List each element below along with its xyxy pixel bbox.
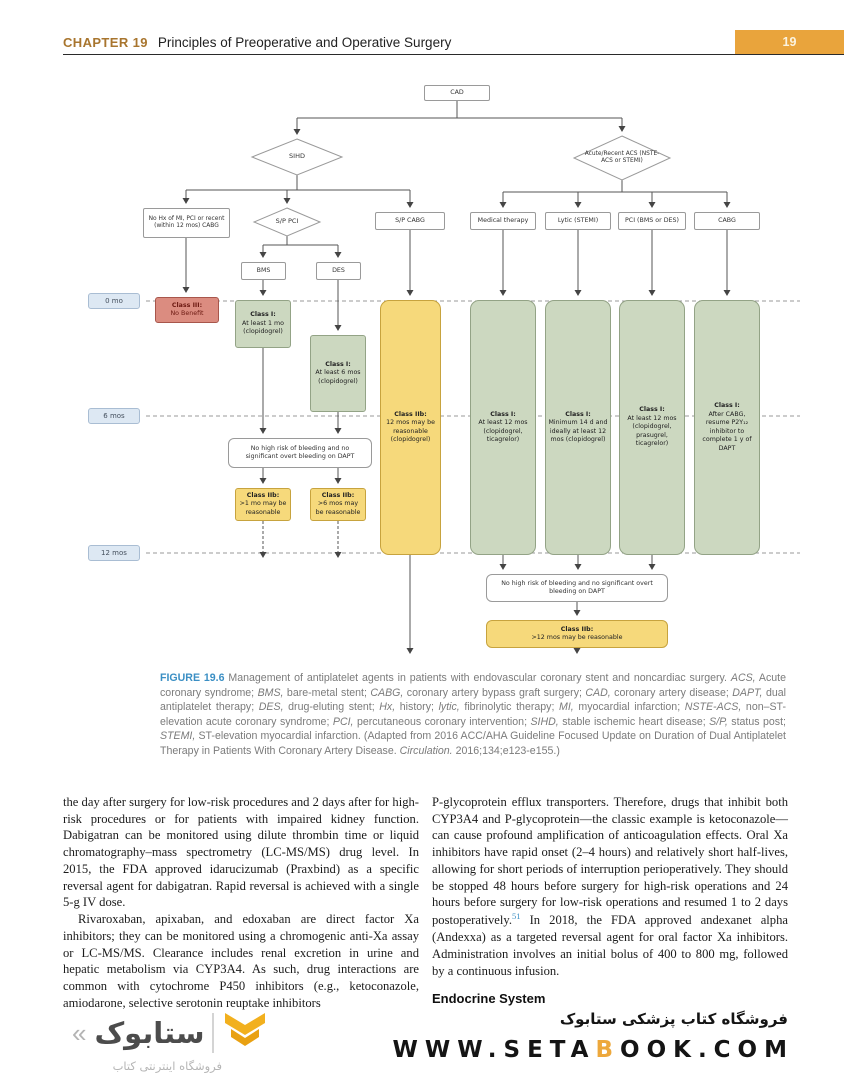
caption-segment: bare-metal stent; (283, 686, 371, 699)
class-box-title: Class I: (639, 406, 665, 414)
website-url-part: WWW.SETA (392, 1037, 596, 1063)
caption-segment: myocardial infarction; (573, 701, 685, 713)
class-box-i-1mo (235, 300, 291, 348)
caption-segment: 2016;134;e123-e155.) (452, 744, 560, 757)
caption-segment: fibrinolytic therapy; (459, 701, 560, 713)
condition-box-no-bleed-1: No high risk of bleeding and no significant overt bleeding on DAPT (228, 438, 372, 468)
caption-segment: CABG, (370, 686, 404, 699)
class-box-title: Class I: (490, 410, 516, 418)
class-box-title: Class IIb: (560, 625, 594, 633)
paragraph (432, 794, 788, 979)
chapter-label: CHAPTER 19 (63, 34, 148, 50)
timeline-12mos: 12 mos (88, 545, 140, 561)
setabook-chevron-icon (222, 1013, 268, 1053)
caption-segment: dual antiplatelet therapy; (160, 686, 786, 713)
footer-persian-title: فروشگاه کتاب پزشکی ستابوک (559, 1010, 788, 1028)
class-box-body: At least 12 mos (clopidogrel, ticagrelor) (478, 419, 528, 443)
caption-segment: percutaneous coronary intervention; (353, 715, 531, 728)
class-box-title: Class I: (250, 311, 276, 319)
class-box-title: Class I: (565, 410, 591, 418)
caption-segment: CAD, (585, 686, 611, 699)
caption-segment: SIHD, (530, 715, 559, 728)
node-pci-bms-des: PCI (BMS or DES) (618, 212, 686, 230)
caption-segment: history; (395, 701, 439, 713)
caption-segment: STEMI, (160, 730, 196, 742)
timeline-6mos: 6 mos (88, 408, 140, 424)
node-cad: CAD (424, 85, 490, 101)
website-url-part: OOK.COM (620, 1037, 794, 1063)
class-box-i-12mos-ticagrelor (470, 300, 536, 555)
caption-segment: drug-eluting stent; (283, 701, 380, 713)
class-box-iib-gt1mo (235, 488, 291, 521)
class-box-i-6mos (310, 335, 366, 412)
class-box-body: >12 mos may be reasonable (531, 634, 623, 641)
logo-quote-mark: « (72, 1018, 87, 1048)
caption-segment: ST-elevation myocardial infarction. (Adapted from 2016 ACC/AHA Guideline Focused Update on Duration of Dual Antiplatelet Therapy in Patients With Coronary Artery Disease. (160, 730, 786, 757)
caption-segment: coronary artery disease; (610, 686, 733, 699)
caption-segment: Circulation. (399, 744, 453, 757)
left-column (63, 794, 419, 1012)
caption-segment: PCI, (332, 715, 354, 728)
timeline-0mo: 0 mo (88, 293, 140, 309)
caption-segment: MI, (559, 701, 574, 713)
figure-caption-label: FIGURE 19.6 (160, 672, 225, 684)
setabook-logo (72, 1013, 268, 1073)
class-box-body: >6 mos may be reasonable (315, 500, 361, 516)
logo-divider (212, 1013, 214, 1053)
class-box-iib-12mos (380, 300, 441, 555)
class-box-title: Class IIb: (394, 410, 427, 418)
class-box-body: Minimum 14 d and ideally at least 12 mos (clopidogrel) (548, 419, 608, 443)
class-box-i-after-cabg (694, 300, 760, 555)
logo-subtitle: فروشگاه اینترنتی کتاب (112, 1059, 222, 1073)
class-box-body: 12 mos may be reasonable (clopidogrel) (386, 419, 435, 443)
class-box-body: >1 mo may be reasonable (239, 500, 287, 516)
class-box-body: No Benefit (170, 310, 204, 317)
node-sp-pci: S/P PCI (275, 217, 299, 226)
node-no-hx: No Hx of MI, PCI or recent (within 12 mos) CABG (143, 208, 230, 238)
class-box-body: At least 6 mos (clopidogrel) (315, 369, 361, 385)
class-box-title: Class IIb: (246, 491, 280, 499)
class-box-title: Class III: (171, 301, 203, 309)
header-divider (63, 54, 844, 55)
caption-segment: DES, (258, 701, 284, 713)
class-box-iib-gt6mos (310, 488, 366, 521)
node-des: DES (316, 262, 361, 280)
node-lytic-stemi: Lytic (STEMI) (545, 212, 611, 230)
logo-wordmark: ستابوک (94, 1015, 205, 1050)
paragraph-text: In 2018, the FDA approved andexanet alpha (Andexxa) as a targeted reversal agent for oral factor Xa inhibitors. Administration involves an initial bolus of 400 to 800 mg, followed by a continuous infusion. (432, 913, 788, 978)
website-url-highlight: B (595, 1037, 621, 1063)
caption-segment: DAPT, (732, 686, 763, 699)
caption-segment: non–ST-elevation acute coronary syndrome; (160, 701, 786, 728)
caption-segment: stable ischemic heart disease; (558, 715, 710, 728)
page-number-tab: 19 (735, 30, 844, 54)
class-box-i-12mos-prasugrel (619, 300, 685, 555)
class-box-title: Class I: (325, 360, 351, 368)
caption-segment: Acute coronary syndrome; (160, 672, 787, 699)
website-url (393, 1037, 794, 1063)
chapter-title: Principles of Preoperative and Operative Surgery (157, 34, 452, 50)
caption-segment: BMS, (257, 686, 284, 699)
paragraph: the day after surgery for low-risk procedures and 2 days after for high-risk procedures or for patients with impaired kidney function. Dabigatran can be monitored using dilute thrombin time or liquid chromatography–mass spectrometry (LC-MS/MS) drug level. In 2015, the FDA approved idarucizumab (Praxbind) as a specific reversal agent for dabigatran. Rapid reversal is achieved with a single 5-g IV dose. (63, 795, 419, 910)
paragraph-text: P-glycoprotein efflux transporters. Therefore, drugs that inhibit both CYP3A4 and P-glycoprotein—the classic example is ketoconazole—can cause profound amplification of anticoagulation effects. Oral Xa inhibitors have rapid onset (2–4 hours) and relatively short half-lives, allowing for short periods of interruption perioperatively. They should be stopped 48 hours before surgery for high-risk operations and 24 hours before surgery for low-risk operations and resumed 1 to 2 days postoperatively. (432, 795, 788, 928)
class-box-iii-no-benefit (155, 297, 219, 323)
dashed-arrows (263, 521, 338, 557)
caption-segment: ACS, (730, 672, 756, 684)
condition-box-no-bleed-2: No high risk of bleeding and no significant overt bleeding on DAPT (486, 574, 668, 602)
flowchart-figure (0, 80, 844, 674)
reference-superscript: 51 (511, 911, 521, 922)
figure-caption (160, 671, 786, 758)
class-box-body: After CABG, resume P2Y₁₂ inhibitor to complete 1 y of DAPT (702, 410, 752, 452)
caption-segment: Management of antiplatelet agents in patients with endovascular coronary stent and noncardiac surgery. (224, 672, 731, 684)
class-box-body: At least 1 mo (clopidogrel) (242, 319, 284, 336)
caption-segment: NSTE-ACS, (684, 701, 742, 713)
class-box-iib-gt12mos (486, 620, 668, 648)
class-box-body: At least 12 mos (clopidogrel, prasugrel, ticagrelor) (627, 414, 677, 448)
caption-segment: coronary artery bypass graft surgery; (403, 686, 586, 699)
section-heading-endocrine-system: Endocrine System (432, 991, 546, 1007)
caption-segment: status post; (727, 715, 786, 728)
node-bms: BMS (241, 262, 286, 280)
page-footer (0, 1005, 844, 1080)
caption-segment: S/P, (709, 715, 728, 728)
class-box-title: Class I: (714, 402, 740, 409)
node-cabg: CABG (694, 212, 760, 230)
caption-segment: Hx, (379, 701, 396, 713)
node-acs: Acute/Recent ACS (NSTE-ACS or STEMI) (584, 150, 660, 164)
node-sihd: SIHD (289, 152, 305, 161)
paragraph: Rivaroxaban, apixaban, and edoxaban are direct factor Xa inhibitors; they can be monitored using a chromogenic anti-Xa assay or LC-MS/MS. Clearance includes renal excretion in urine and hepatic metabolism via CYP3A4. As such, drug interactions are common with cytochrome P450 inhibitors (e.g., ketoconazole, amiodarone, selective serotonin reuptake inhibitors (63, 912, 419, 1010)
class-box-i-min-14d (545, 300, 611, 555)
body-text (63, 794, 788, 1012)
node-sp-cabg: S/P CABG (375, 212, 445, 230)
page-header (63, 30, 844, 54)
caption-segment: lytic, (438, 701, 460, 713)
logo-row (72, 1013, 268, 1053)
node-medical-therapy: Medical therapy (470, 212, 536, 230)
right-column (432, 794, 788, 1012)
class-box-title: Class IIb: (321, 491, 355, 499)
